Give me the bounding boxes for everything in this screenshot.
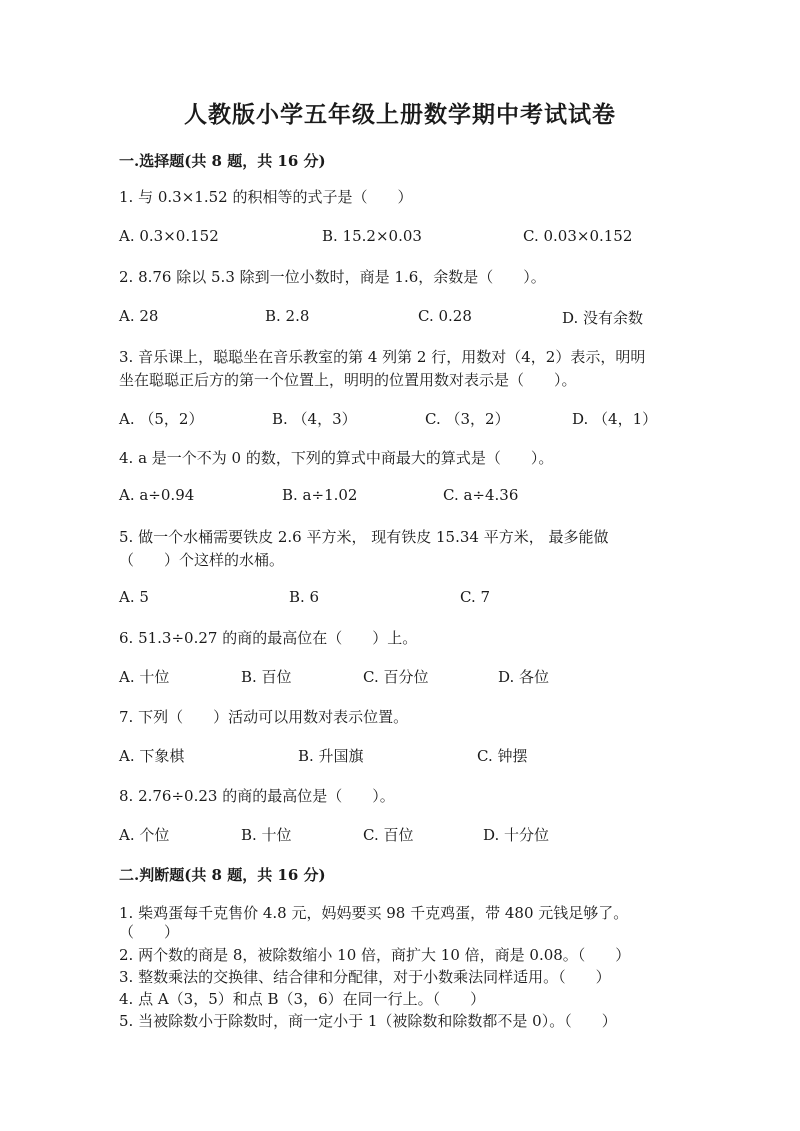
option-b: B. 百位	[241, 668, 292, 686]
option-c: C. 钟摆	[477, 747, 528, 765]
question-5-text-line1: 5. 做一个水桶需要铁皮 2.6 平方米， 现有铁皮 15.34 平方米， 最多能做	[119, 528, 609, 546]
true-false-item-5: 5. 当被除数小于除数时，商一定小于 1（被除数和除数都不是 0）。（ ）	[119, 1012, 617, 1030]
question-8-options	[119, 824, 719, 848]
option-c: C. 百位	[363, 826, 414, 844]
question-4-options	[119, 486, 719, 510]
option-c: C. a÷4.36	[443, 486, 519, 504]
option-d: D. 没有余数	[562, 309, 644, 327]
option-c: C. 0.28	[418, 307, 472, 325]
option-a: A. 0.3×0.152	[119, 227, 219, 245]
question-3-text-line1: 3. 音乐课上，聪聪坐在音乐教室的第 4 列第 2 行，用数对（4，2）表示，明明	[119, 348, 646, 366]
true-false-item-1-blank: （ ）	[119, 923, 180, 941]
true-false-item-4: 4. 点 A（3，5）和点 B（3，6）在同一行上。（ ）	[119, 990, 486, 1008]
question-1-options	[119, 227, 719, 251]
option-a: A. 下象棋	[119, 747, 185, 765]
question-4-text: 4. a 是一个不为 0 的数，下列的算式中商最大的算式是（ ）。	[119, 449, 554, 467]
option-d: D. 各位	[498, 668, 550, 686]
option-b: B. a÷1.02	[282, 486, 358, 504]
option-a: A. 5	[119, 588, 149, 606]
option-a: A. 十位	[119, 668, 170, 686]
question-8-text: 8. 2.76÷0.23 的商的最高位是（ ）。	[119, 787, 395, 805]
option-a: A. （5，2）	[119, 410, 204, 428]
option-c: C. （3，2）	[425, 410, 510, 428]
option-a: A. 个位	[119, 826, 170, 844]
option-b: B. 6	[289, 588, 320, 606]
true-false-item-1: 1. 柴鸡蛋每千克售价 4.8 元，妈妈要买 98 千克鸡蛋，带 480 元钱足够了。	[119, 904, 629, 922]
question-7-text: 7. 下列（ ）活动可以用数对表示位置。	[119, 708, 409, 726]
true-false-item-3: 3. 整数乘法的交换律、结合律和分配律，对于小数乘法同样适用。（ ）	[119, 968, 611, 986]
option-b: B. 十位	[241, 826, 292, 844]
question-2-options	[119, 307, 719, 331]
question-2-text: 2. 8.76 除以 5.3 除到一位小数时，商是 1.6，余数是（ ）。	[119, 268, 546, 286]
question-1-text: 1. 与 0.3×1.52 的积相等的式子是（ ）	[119, 188, 413, 206]
question-7-options	[119, 745, 719, 769]
option-a: A. 28	[119, 307, 159, 325]
option-c: C. 7	[460, 588, 491, 606]
true-false-item-2: 2. 两个数的商是 8，被除数缩小 10 倍，商扩大 10 倍，商是 0.08。（ ）	[119, 946, 631, 964]
option-b: B. 2.8	[265, 307, 310, 325]
option-d: D. （4，1）	[572, 410, 658, 428]
option-d: D. 十分位	[483, 826, 550, 844]
question-3-options	[119, 408, 719, 432]
option-c: C. 百分位	[363, 668, 429, 686]
option-b: B. 升国旗	[298, 747, 364, 765]
option-c: C. 0.03×0.152	[523, 227, 633, 245]
question-3-text-line2: 坐在聪聪正后方的第一个位置上，明明的位置用数对表示是（ ）。	[119, 371, 577, 389]
option-b: B. （4，3）	[272, 410, 357, 428]
option-b: B. 15.2×0.03	[322, 227, 422, 245]
question-5-text-line2: （ ）个这样的水桶。	[119, 551, 285, 569]
section-heading-true-false: 二.判断题(共 8 题，共 16 分)	[119, 866, 326, 884]
option-a: A. a÷0.94	[119, 486, 195, 504]
question-6-text: 6. 51.3÷0.27 的商的最高位在（ ）上。	[119, 629, 418, 647]
question-5-options	[119, 588, 719, 612]
section-heading-multiple-choice: 一.选择题(共 8 题，共 16 分)	[119, 152, 326, 170]
exam-title: 人教版小学五年级上册数学期中考试试卷	[184, 101, 616, 128]
question-6-options	[119, 666, 719, 690]
